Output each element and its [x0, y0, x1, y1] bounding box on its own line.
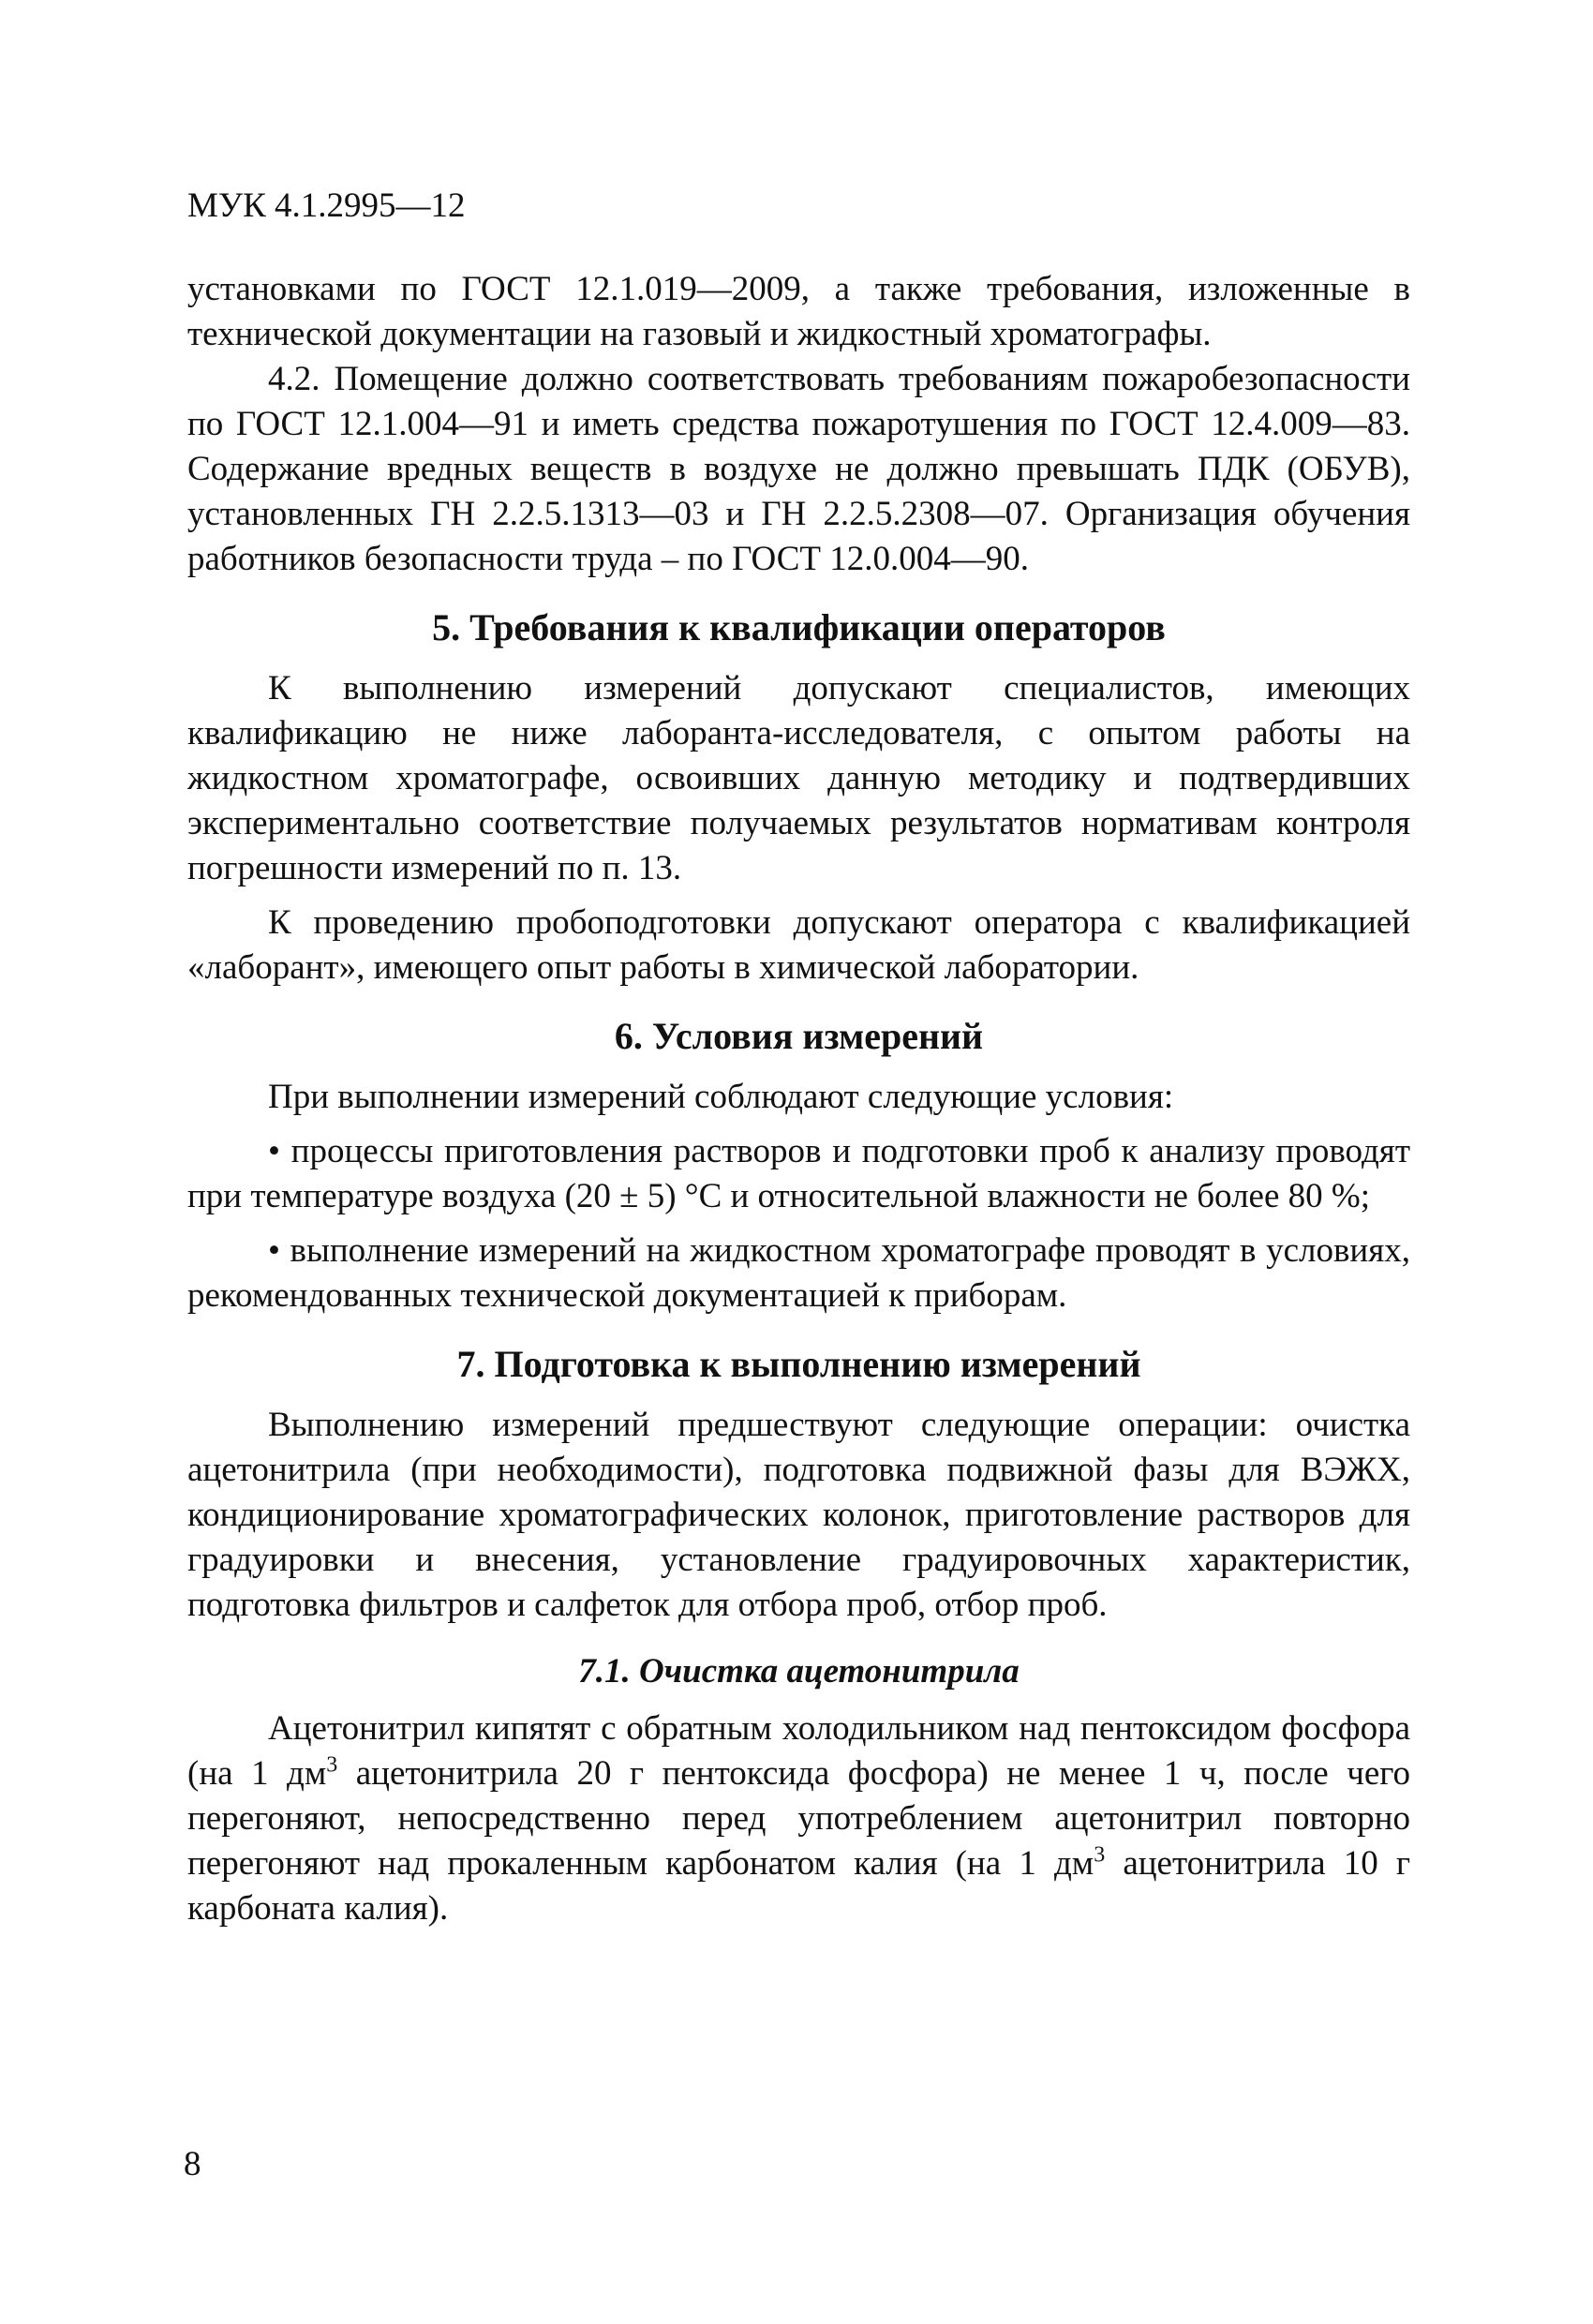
section-6-bullet-1: • процессы приготовления растворов и подготовки проб к анализу проводят при температуре воздуха (20 ± 5) °С и относительной влажности не более 80 %;: [187, 1132, 1410, 1215]
paragraph-4-2: 4.2. Помещение должно соответствовать требованиям пожаробезопасности по ГОСТ 12.1.004—91 и иметь средства пожаротушения по ГОСТ 12.4.009—83. Содержание вредных веществ в воздухе не должно превышать ПДК (ОБУВ), установленных ГН 2.2.5.1313—03 и ГН 2.2.5.2308—07. Организация обучения работников безопасности труда – по ГОСТ 12.0.004—90.: [187, 360, 1410, 578]
page-number: 8: [184, 2145, 201, 2183]
section-6-intro: При выполнении измерений соблюдают следующие условия:: [268, 1078, 1174, 1116]
superscript-cubic-2: 3: [1094, 1842, 1106, 1868]
section-6-bullet-2: • выполнение измерений на жидкостном хроматографе проводят в условиях, рекомендованных технической документацией к приборам.: [187, 1231, 1410, 1315]
section-7-heading: 7. Подготовка к выполнению измерений: [456, 1343, 1141, 1385]
superscript-cubic-1: 3: [326, 1752, 338, 1778]
section-7-paragraph-1: Выполнению измерений предшествуют следующие операции: очистка ацетонитрила (при необходимости), подготовка подвижной фазы для ВЭЖХ, кондиционирование хроматографических колонок, приготовление растворов для градуировки и внесения, установление градуировочных характеристик, подготовка фильтров и салфеток для отбора проб, отбор проб.: [187, 1406, 1410, 1624]
document-id-header: МУК 4.1.2995—12: [187, 186, 466, 225]
section-6-heading: 6. Условия измерений: [614, 1015, 984, 1057]
section-5-paragraph-2: К проведению пробоподготовки допускают оператора с квалификацией «лаборант», имеющего опыт работы в химической лаборатории.: [187, 903, 1410, 987]
section-5-heading: 5. Требования к квалификации операторов: [432, 606, 1166, 648]
section-7-1-text-2: ацетонитрила 20 г пентоксида фосфора) не менее 1 ч, после чего перегоняют, непосредственно перед употреблением ацетонитрил повторно перегоняют над прокаленным карбонатом калия (на 1 дм: [187, 1754, 1410, 1883]
page-content: [187, 267, 1410, 1931]
section-5-paragraph-1: К выполнению измерений допускают специалистов, имеющих квалификацию не ниже лаборанта-исследователя, с опытом работы на жидкостном хроматографе, освоивших данную методику и подтвердивших экспериментально соответствие получаемых результатов нормативам контроля погрешности измерений по п. 13.: [187, 669, 1410, 887]
section-7-1-text-1: Ацетонитрил кипятят с обратным холодильником над пентоксидом фосфора (на 1 дм: [187, 1709, 1410, 1793]
section-7-1-paragraph: [187, 1706, 1410, 1931]
paragraph-continued: установками по ГОСТ 12.1.019—2009, а также требования, изложенные в технической документации на газовый и жидкостный хроматографы.: [187, 270, 1410, 353]
section-7-1-text-3: ацетонитрила 10 г карбоната калия).: [187, 1844, 1410, 1928]
section-7-1-heading: 7.1. Очистка ацетонитрила: [578, 1652, 1020, 1691]
